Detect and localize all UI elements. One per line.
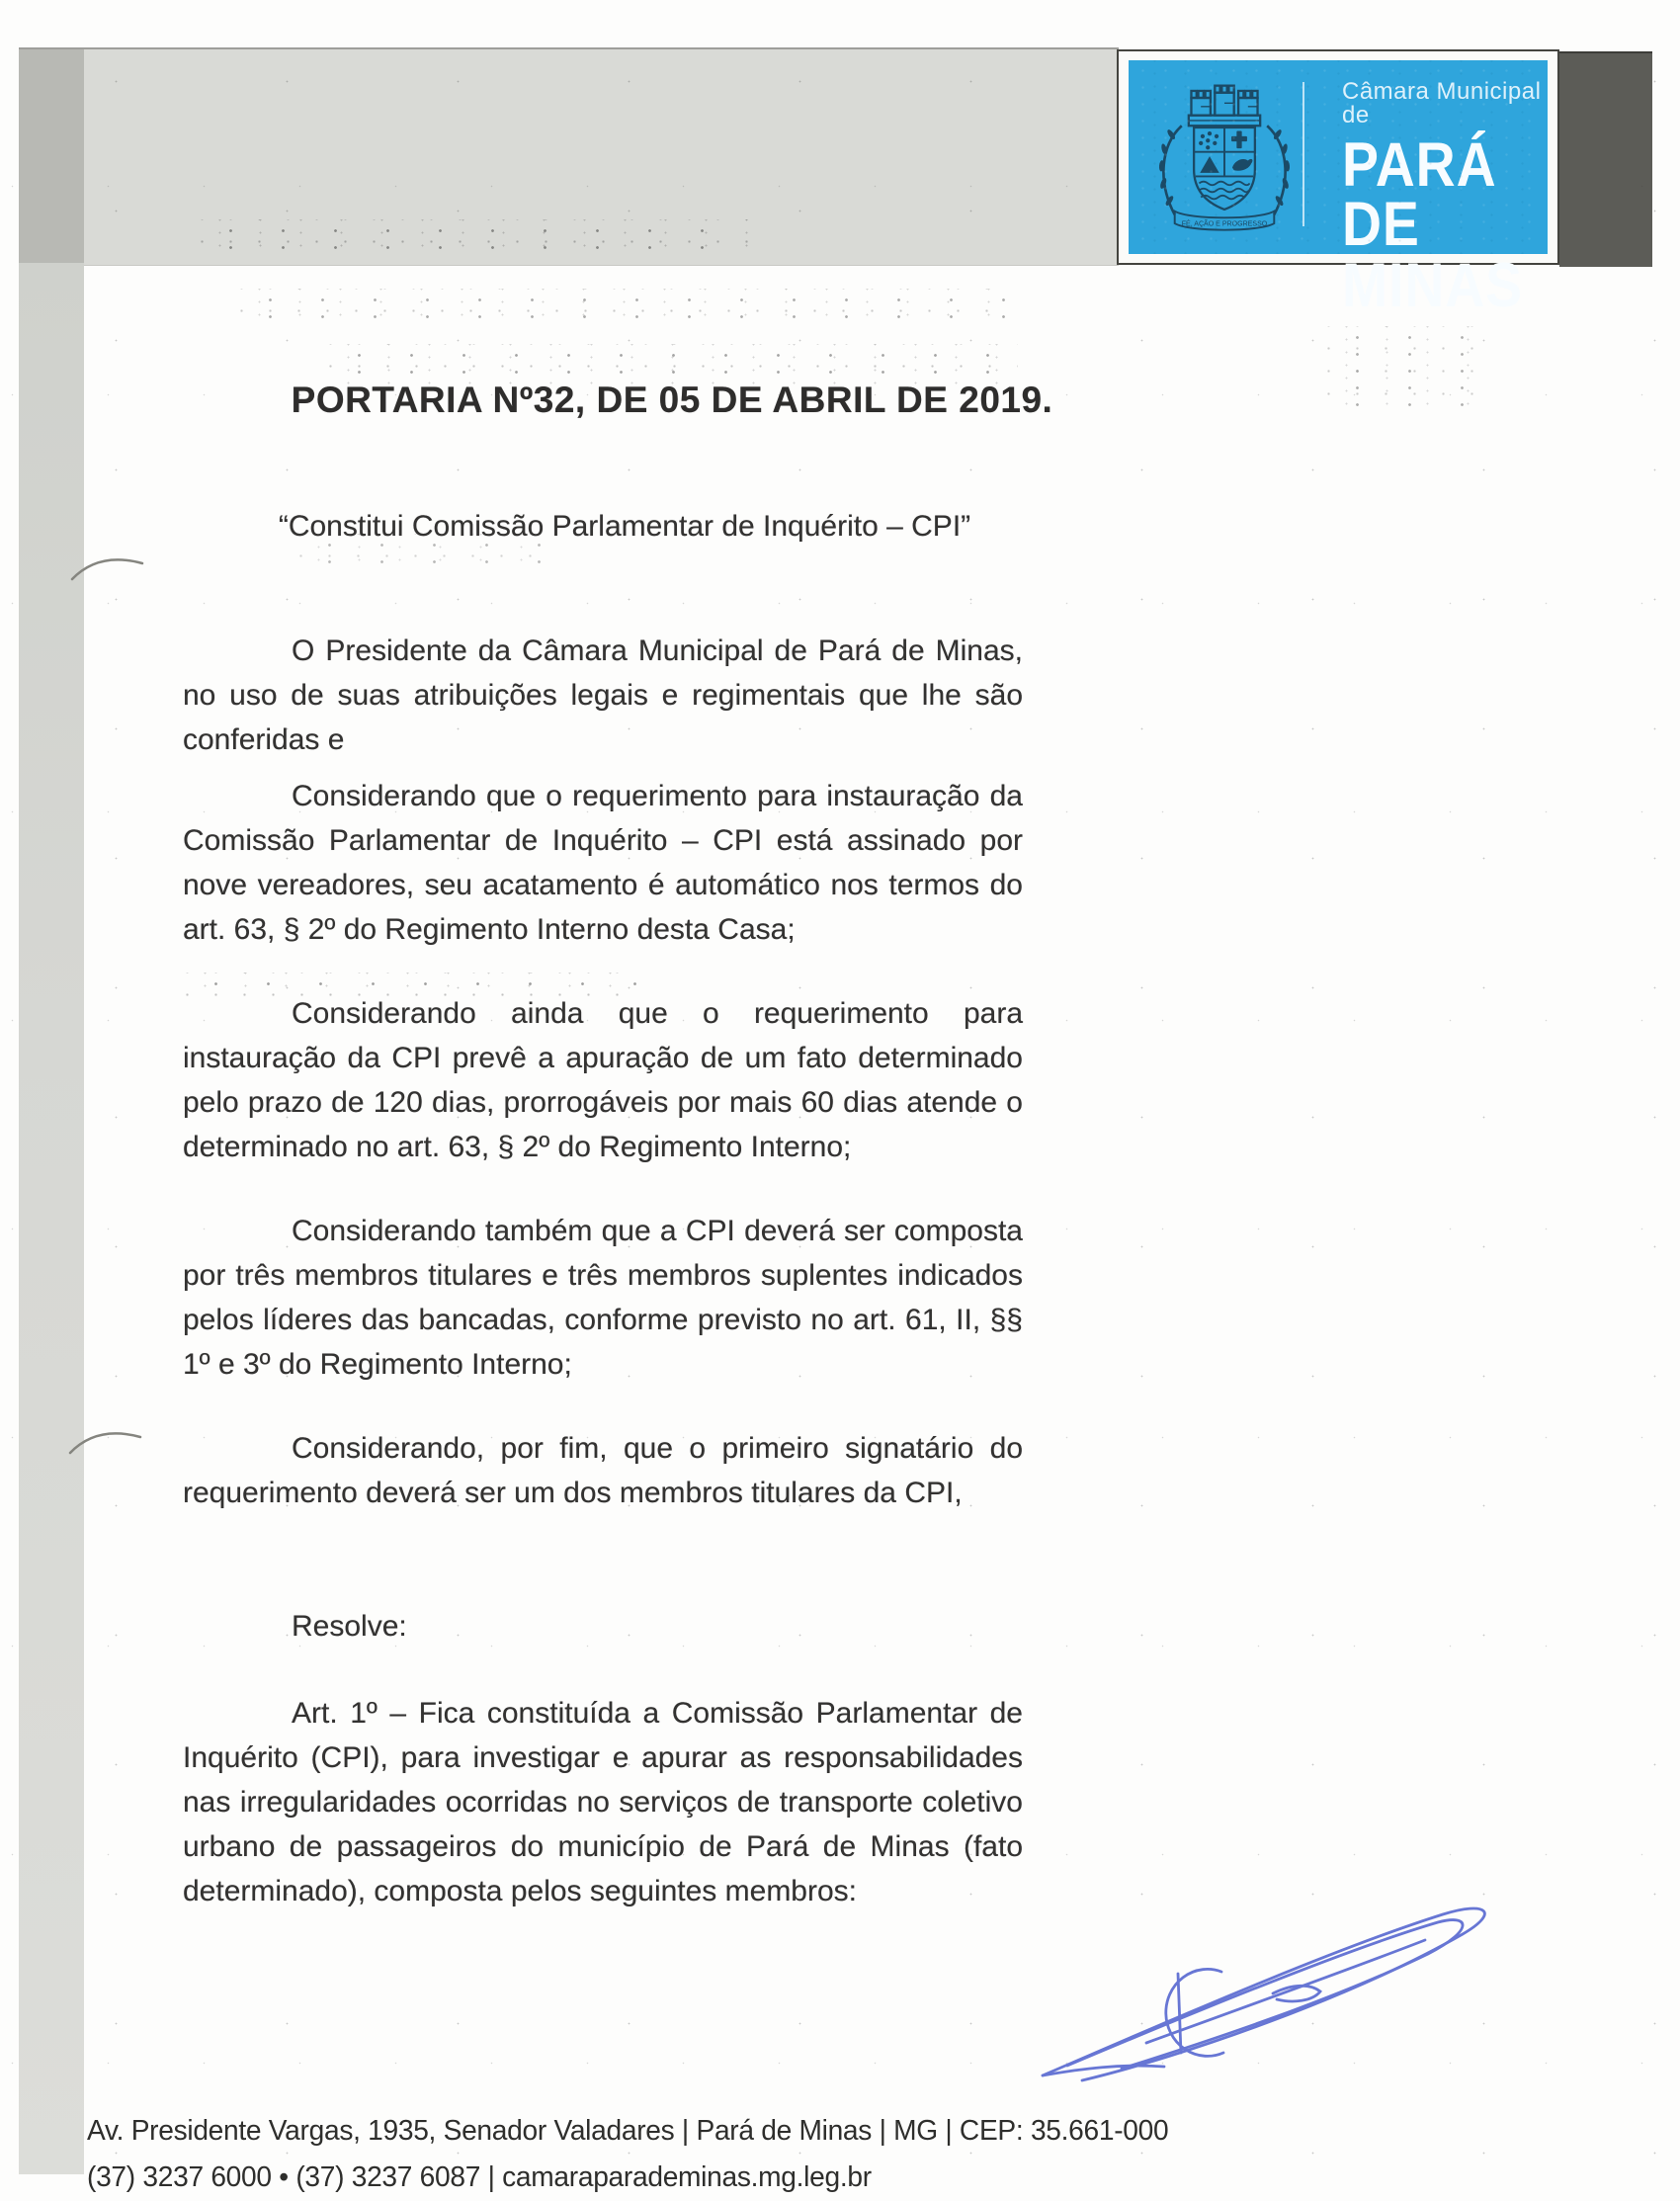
scan-artifact-left-strip-top xyxy=(19,47,84,265)
scan-noise-cluster xyxy=(1324,326,1482,415)
paragraph-considerando-3: Considerando também que a CPI deverá ser composta por três membros titulares e três membros suplentes indicados pelos líderes das bancadas, conforme previsto no art. 61, II, §§ 1º e 3º do Regimento Interno; xyxy=(183,1215,1023,1381)
municipal-chamber-logo xyxy=(1117,49,1559,320)
stray-pen-mark xyxy=(67,1425,146,1459)
scan-noise-row xyxy=(237,289,1008,326)
logo-org-line: Câmara Municipal de xyxy=(1342,78,1542,128)
crest-motto: FÉ, AÇÃO E PROGRESSO xyxy=(1181,220,1268,228)
logo-blue-panel xyxy=(1129,60,1548,320)
footer-address: Av. Presidente Vargas, 1935, Senador Valadares | Pará de Minas | MG | CEP: 35.661-000 xyxy=(87,2115,1169,2147)
stray-pen-mark xyxy=(69,551,148,585)
portaria-title: PORTARIA Nº32, DE 05 DE ABRIL DE 2019. xyxy=(291,380,1053,420)
logo-city-line2: MINAS xyxy=(1342,251,1524,320)
logo-city-line1: PARÁ DE xyxy=(1342,130,1497,259)
resolve-label: Resolve: xyxy=(292,1610,407,1643)
letterhead-footer xyxy=(87,2108,1429,2201)
paragraph-considerando-2: Considerando ainda que o requerimento para instauração da CPI prevê a apuração de um fato determinado pelo prazo de 120 dias, prorrogáveis por mais 60 dias atende o determinado no art. 63, § 2º do Regimento Interno; xyxy=(183,997,1023,1163)
paragraph-considerando-4: Considerando, por fim, que o primeiro signatário do requerimento deverá ser um dos membros titulares da CPI, xyxy=(183,1432,1023,1509)
portaria-subtitle: “Constitui Comissão Parlamentar de Inquérito – CPI” xyxy=(278,510,971,543)
scan-artifact-header-band xyxy=(19,47,1119,266)
scan-artifact-left-strip xyxy=(19,263,84,2174)
signature-scribble xyxy=(1028,1873,1532,2100)
paragraph-article-1: Art. 1º – Fica constituída a Comissão Parlamentar de Inquérito (CPI), para investigar e apurar as responsabilidades nas irregularidades ocorridas no serviços de transporte coletivo urbano de passageiros do município de Pará de Minas (fato determinado), composta pelos seguintes membros: xyxy=(183,1697,1023,1907)
scan-artifact-dark-block xyxy=(1559,51,1652,267)
paragraph-preamble: O Presidente da Câmara Municipal de Pará de Minas, no uso de suas atribuições legais e regimentais que lhe são conferidas e xyxy=(183,635,1023,756)
logo-divider xyxy=(1302,82,1304,226)
paragraph-considerando-1: Considerando que o requerimento para instauração da Comissão Parlamentar de Inquérito – CPI está assinado por nove vereadores, seu acatamento é automático nos termos do art. 63, § 2º do Regimento Interno desta Casa; xyxy=(183,780,1023,946)
footer-contacts: (37) 3237 6000 • (37) 3237 6087 | camaraparademinas.mg.leg.br xyxy=(87,2161,872,2193)
coat-of-arms-icon xyxy=(1150,70,1299,244)
